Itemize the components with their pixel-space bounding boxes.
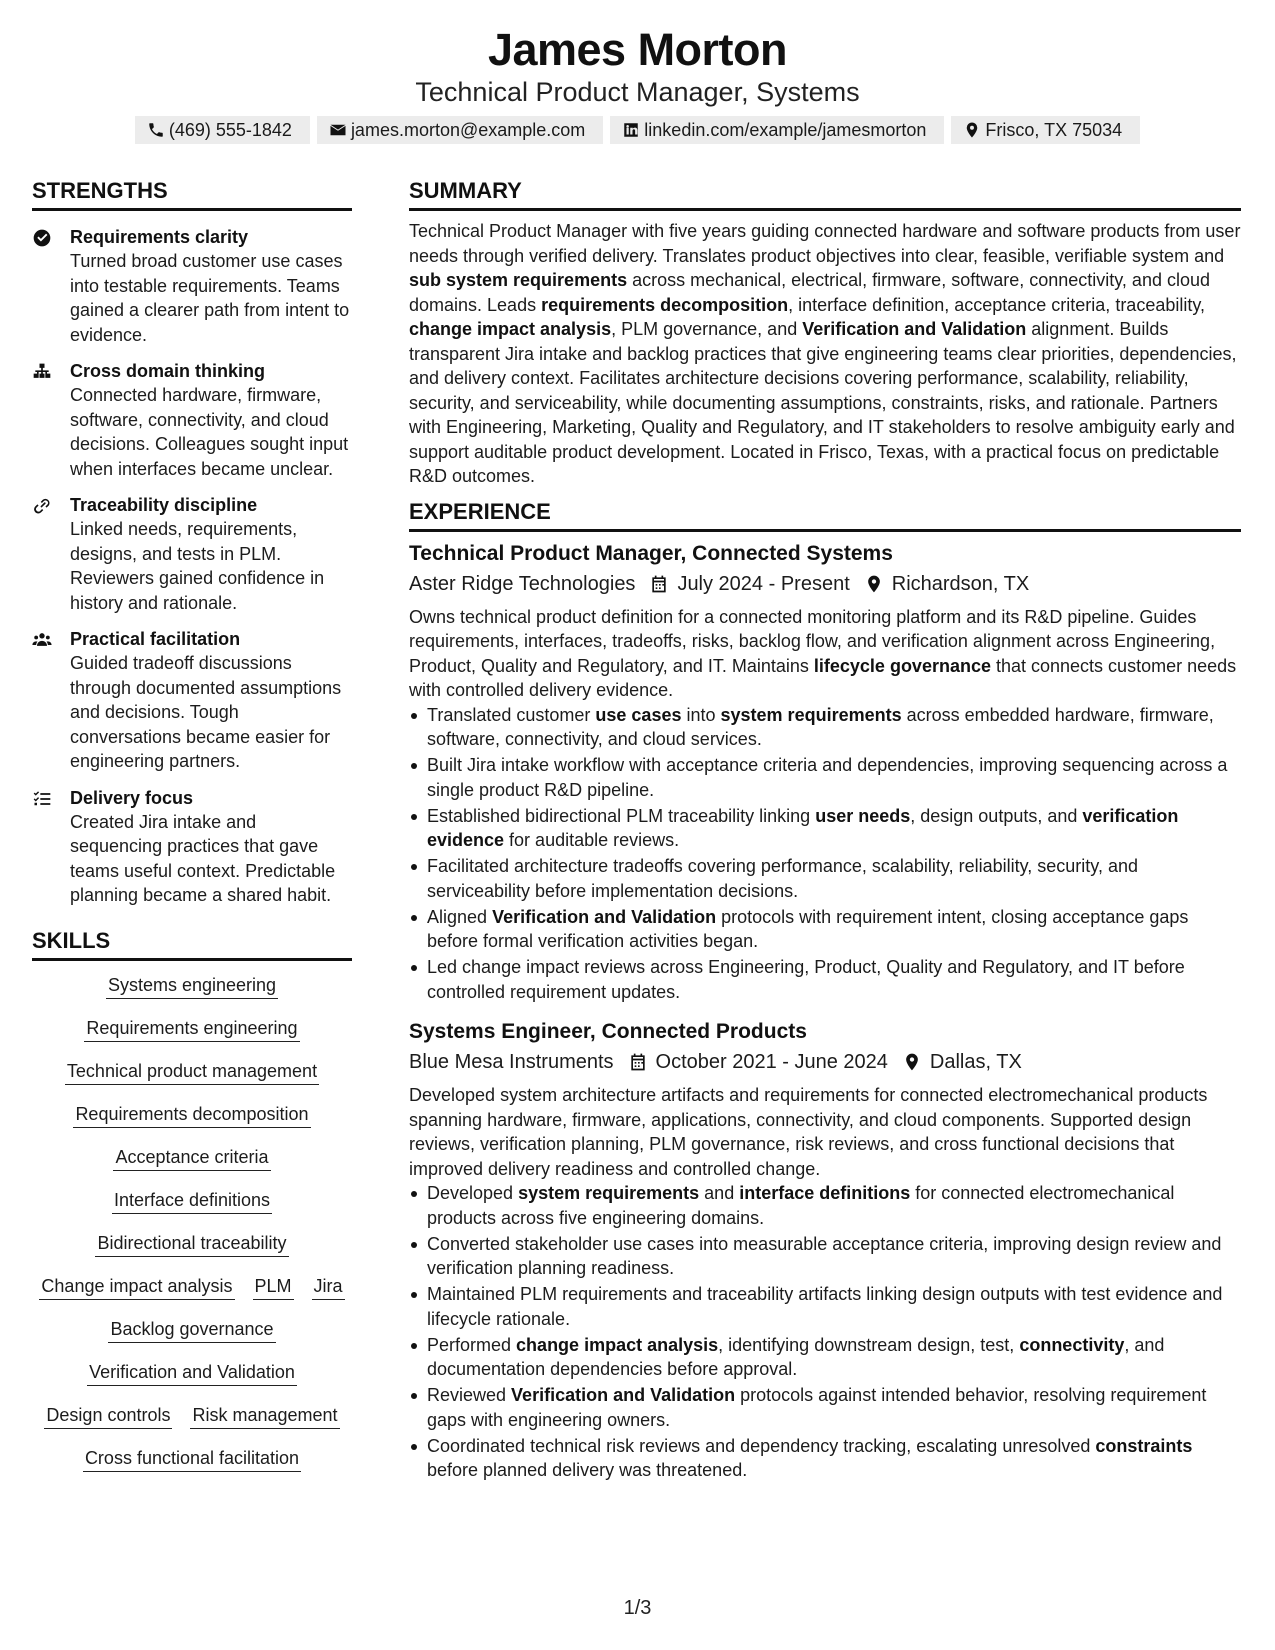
skill-tag: Verification and Validation: [87, 1360, 297, 1386]
skill-tag: Design controls: [44, 1403, 172, 1429]
strength-description: Linked needs, requirements, designs, and tests in PLM. Reviewers gained confidence in history and rationale.: [70, 519, 325, 613]
check-circle-icon: [32, 228, 52, 248]
job-title: Systems Engineer, Connected Products: [409, 1020, 807, 1043]
strengths-heading: STRENGTHS: [32, 178, 352, 211]
strength-icon-wrap: [32, 627, 70, 774]
page-number: 1/3: [623, 1597, 652, 1619]
phone-icon: [147, 121, 165, 139]
skills-list: [32, 973, 352, 1489]
experience-list: [409, 540, 1241, 1483]
contact-item[interactable]: [135, 116, 310, 144]
skill-tag: Interface definitions: [112, 1188, 272, 1214]
job-title: Technical Product Manager, Connected Systems: [409, 541, 893, 565]
link-icon: [32, 496, 52, 516]
skill-row: [87, 1360, 297, 1386]
skill-tag: Acceptance criteria: [113, 1145, 270, 1171]
job-bullet: Built Jira intake workflow with acceptance criteria and dependencies, improving sequencing across a single product R&D pipeline.: [409, 753, 1241, 802]
linkedin-icon: [622, 121, 640, 139]
job-location: Richardson, TX: [891, 572, 1030, 595]
job-bullet: Led change impact reviews across Engineering, Product, Quality and Regulatory, and IT before controlled requirement updates.: [409, 955, 1241, 1004]
skill-row: [39, 1274, 344, 1300]
skill-row: [65, 1059, 319, 1085]
strength-icon-wrap: [32, 359, 70, 481]
left-column: [32, 178, 352, 1489]
list-check-icon: [32, 789, 52, 809]
contact-text: Frisco, TX 75034: [985, 120, 1123, 140]
strength-item: [32, 493, 352, 615]
strength-item: [32, 786, 352, 908]
skill-row: [113, 1145, 270, 1171]
job-entry: [409, 1018, 1241, 1483]
strength-description: Connected hardware, firmware, software, connectivity, and cloud decisions. Colleagues sought input when interfaces became unclear.: [70, 385, 349, 479]
job-bullet: Maintained PLM requirements and traceability artifacts linking design outputs with test evidence and lifecycle rationale.: [409, 1282, 1241, 1331]
job-bullet: Reviewed Verification and Validation protocols against intended behavior, resolving requirement gaps with engineering owners.: [409, 1383, 1241, 1432]
strength-item: [32, 627, 352, 774]
strength-title: Delivery focus: [70, 787, 194, 808]
strength-title: Practical facilitation: [70, 629, 241, 649]
job-description: Owns technical product definition for a connected monitoring platform and its R&D pipeline. Guides requirements, interfaces, tradeoffs, risks, backlog flow, and verification alignment across Engineering, Product, Quality and Regulatory, and IT. Maintains lifecycle governance that connects customer needs with controlled delivery evidence.: [409, 606, 1237, 700]
envelope-icon: [329, 121, 347, 139]
contact-item[interactable]: [317, 116, 603, 144]
location-pin-icon: [963, 121, 981, 139]
skill-row: [108, 1317, 275, 1343]
job-bullet: Facilitated architecture tradeoffs covering performance, scalability, reliability, security, and serviceability before implementation decisions.: [409, 854, 1241, 903]
job-location: Dallas, TX: [929, 1051, 1022, 1073]
summary-text: Technical Product Manager with five years guiding connected hardware and software products from user needs through verified delivery. Translates product objectives into clear, feasible, verifiable system and sub system requirements across mechanical, electrical, firmware, software, connectivity, and cloud domains. Leads requirements decomposition, interface definition, acceptance criteria, traceability, change impact analysis, PLM governance, and Verification and Validation alignment. Builds transparent Jira intake and backlog practices that give engineering teams clear priorities, dependencies, and delivery context. Facilitates architecture decisions covering performance, scalability, reliability, security, and serviceability, while documenting assumptions, constraints, risks, and rationale. Partners with Engineering, Marketing, Quality and Regulatory, and IT stakeholders to resolve ambiguity early and support auditable product development. Located in Frisco, Texas, with a practical focus on predictable R&D outcomes.: [409, 221, 1241, 486]
strengths-list: [32, 225, 352, 908]
job-bullet: Converted stakeholder use cases into measurable acceptance criteria, improving design review and verification planning readiness.: [409, 1232, 1241, 1281]
skill-tag: Requirements decomposition: [73, 1102, 310, 1128]
skill-row: [44, 1403, 339, 1429]
job-entry: [409, 540, 1241, 1005]
skill-tag: Systems engineering: [106, 973, 278, 999]
skill-tag: Technical product management: [65, 1059, 319, 1085]
job-bullet: Coordinated technical risk reviews and dependency tracking, escalating unresolved constraints before planned delivery was threatened.: [409, 1434, 1241, 1483]
users-icon: [32, 630, 52, 650]
contact-text: linkedin.com/example/jamesmorton: [644, 120, 927, 140]
job-bullet: Established bidirectional PLM traceability linking user needs, design outputs, and verification evidence for auditable reviews.: [409, 804, 1241, 853]
strength-title: Cross domain thinking: [70, 361, 266, 381]
job-bullet: Aligned Verification and Validation protocols with requirement intent, closing acceptance gaps before formal verification activities began.: [409, 905, 1241, 954]
skill-row: [112, 1188, 272, 1214]
job-dates: July 2024 - Present: [677, 572, 850, 595]
sitemap-icon: [32, 362, 52, 382]
skill-tag: Jira: [312, 1274, 345, 1300]
strength-item: [32, 225, 352, 347]
job-company: Aster Ridge Technologies: [409, 572, 636, 595]
calendar-icon: [649, 574, 669, 594]
experience-heading: EXPERIENCE: [409, 499, 1241, 532]
contact-bar: [0, 116, 1275, 144]
skill-row: [73, 1102, 310, 1128]
strength-icon-wrap: [32, 786, 70, 908]
strength-description: Turned broad customer use cases into testable requirements. Teams gained a clearer path from intent to evidence.: [70, 251, 350, 345]
job-description: Developed system architecture artifacts and requirements for connected electromechanical products spanning hardware, firmware, applications, connectivity, and cloud components. Supported design reviews, verification planning, PLM governance, risk reviews, and cross functional decisions that improved delivery readiness and controlled change.: [409, 1085, 1208, 1179]
job-bullet: Developed system requirements and interface definitions for connected electromechanical products across five engineering domains.: [409, 1181, 1241, 1230]
contact-text: (469) 555-1842: [168, 120, 292, 140]
skill-tag: Backlog governance: [108, 1317, 275, 1343]
resume-header: [0, 0, 1275, 144]
strength-icon-wrap: [32, 493, 70, 615]
skill-tag: PLM: [253, 1274, 294, 1300]
strength-description: Created Jira intake and sequencing practices that gave teams useful context. Predictable planning became a shared habit.: [70, 811, 336, 905]
candidate-headline: Technical Product Manager, Systems: [415, 77, 860, 107]
skills-heading: SKILLS: [32, 928, 352, 961]
skill-row: [95, 1231, 288, 1257]
location-pin-icon: [902, 1052, 922, 1072]
job-bullet: Translated customer use cases into system requirements across embedded hardware, firmware, software, connectivity, and cloud services.: [409, 703, 1241, 752]
job-company: Blue Mesa Instruments: [409, 1051, 614, 1073]
job-bullets: [409, 703, 1241, 1005]
job-meta: [409, 569, 1241, 599]
skill-row: [106, 973, 278, 999]
strength-description: Guided tradeoff discussions through documented assumptions and decisions. Tough conversations became easier for engineering partners.: [70, 653, 342, 771]
contact-text: james.morton@example.com: [350, 120, 586, 140]
skill-tag: Cross functional facilitation: [83, 1446, 301, 1472]
skill-tag: Risk management: [190, 1403, 339, 1429]
calendar-icon: [628, 1052, 648, 1072]
job-bullet: Performed change impact analysis, identifying downstream design, test, connectivity, and documentation dependencies before approval.: [409, 1333, 1241, 1382]
job-meta: [409, 1047, 1241, 1077]
skill-row: [83, 1446, 301, 1472]
strength-item: [32, 359, 352, 481]
summary-heading: SUMMARY: [409, 178, 1241, 211]
right-column: [409, 178, 1241, 1484]
job-dates: October 2021 - June 2024: [655, 1051, 888, 1073]
strength-icon-wrap: [32, 225, 70, 347]
skill-tag: Change impact analysis: [39, 1274, 234, 1300]
job-bullets: [409, 1181, 1241, 1483]
skill-tag: Requirements engineering: [84, 1016, 299, 1042]
strength-title: Traceability discipline: [70, 495, 258, 515]
contact-item[interactable]: [610, 116, 944, 144]
skill-row: [84, 1016, 299, 1042]
contact-item[interactable]: [951, 116, 1140, 144]
strength-title: Requirements clarity: [70, 227, 249, 247]
skill-tag: Bidirectional traceability: [95, 1231, 288, 1257]
location-pin-icon: [864, 574, 884, 594]
candidate-name: James Morton: [487, 24, 788, 75]
